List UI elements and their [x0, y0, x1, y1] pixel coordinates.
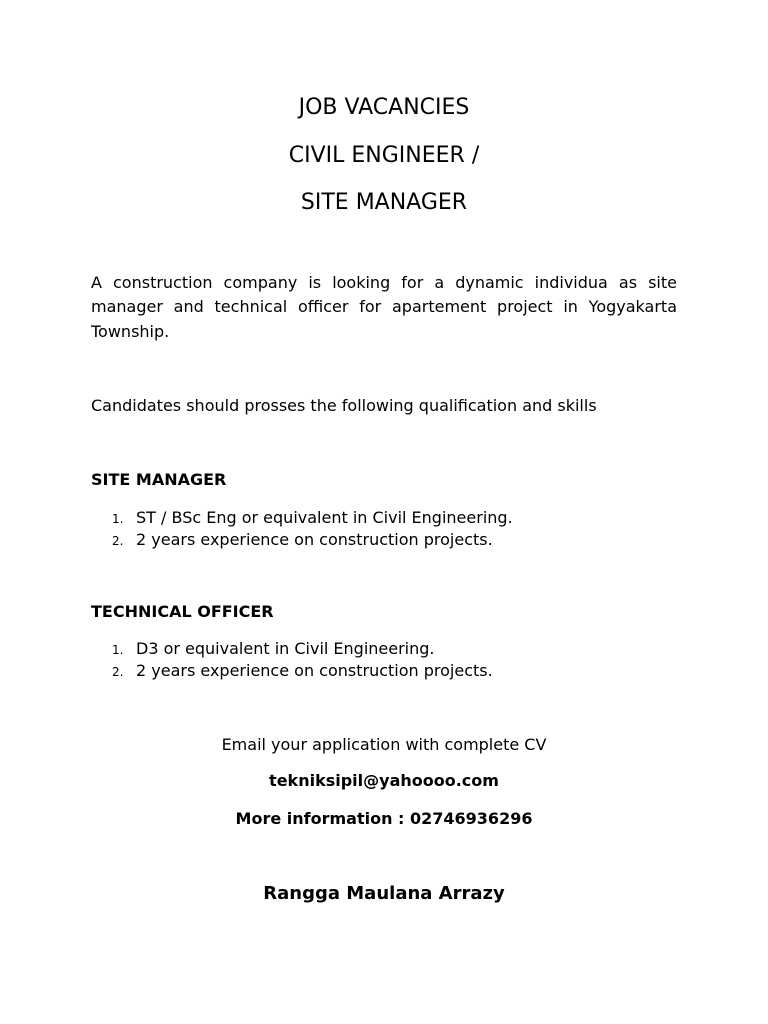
list-number: 2.: [112, 534, 124, 548]
list-text: ST / BSc Eng or equivalent in Civil Engineering.: [136, 508, 513, 527]
technical-officer-list: [91, 638, 691, 682]
heading-job-vacancies: JOB VACANCIES: [298, 95, 470, 120]
list-text: D3 or equivalent in Civil Engineering.: [136, 639, 435, 658]
technical-officer-heading: TECHNICAL OFFICER: [91, 602, 274, 621]
list-item: [91, 507, 691, 529]
list-item: [91, 660, 691, 682]
signature-name: Rangga Maulana Arrazy: [263, 883, 505, 904]
list-text: 2 years experience on construction projects.: [136, 661, 493, 680]
list-number: 2.: [112, 665, 124, 679]
requirements-intro: Candidates should prosses the following qualification and skills: [91, 396, 597, 415]
list-item: [91, 529, 691, 551]
list-number: 1.: [112, 643, 124, 657]
heading-civil-engineer: CIVIL ENGINEER /: [288, 143, 480, 168]
email-prompt: Email your application with complete CV: [221, 735, 547, 754]
list-number: 1.: [112, 512, 124, 526]
intro-paragraph: A construction company is looking for a dynamic individua as site manager and technical officer for apartement project in Yogyakarta Township.: [91, 273, 677, 341]
site-manager-list: [91, 507, 691, 551]
more-information: More information : 02746936296: [235, 809, 533, 828]
site-manager-heading: SITE MANAGER: [91, 470, 227, 489]
list-item: [91, 638, 691, 660]
email-address: tekniksipil@yahoooo.com: [269, 771, 499, 790]
heading-site-manager: SITE MANAGER: [300, 190, 468, 215]
list-text: 2 years experience on construction projects.: [136, 530, 493, 549]
